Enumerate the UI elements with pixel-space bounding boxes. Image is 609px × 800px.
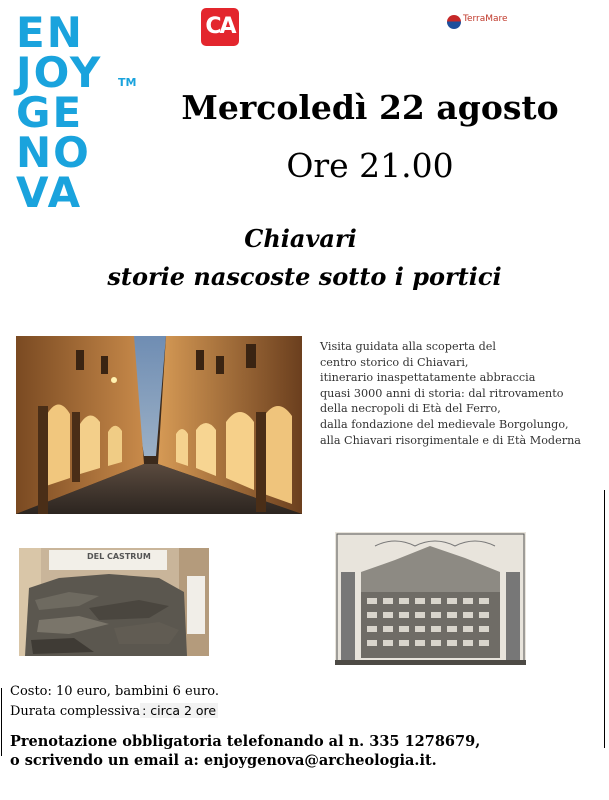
- description-line: centro storico di Chiavari,: [320, 355, 469, 369]
- logo-line-5: VA: [16, 168, 83, 217]
- border-line: [604, 490, 605, 748]
- terramare-logo: [447, 12, 522, 38]
- event-time: Ore 21.00: [286, 146, 454, 185]
- logo-line-1: EN: [16, 8, 84, 57]
- event-title-line-1: [0, 224, 609, 253]
- description-line: quasi 3000 anni di storia: dal ritrovamento: [320, 386, 564, 400]
- logo-line-3: GE: [16, 88, 84, 137]
- booking-phone: Prenotazione obbligatoria telefonando al n. 335 1278679,: [10, 733, 481, 750]
- logo-line-4: NO: [16, 128, 91, 177]
- description-line: itinerario inaspettatamente abbraccia: [320, 371, 536, 385]
- description-line: alla Chiavari risorgimentale e di Età Moderna: [320, 433, 581, 447]
- terramare-emblem-icon: [447, 15, 461, 29]
- historic-engraving: [335, 532, 526, 665]
- trademark-mark: TM: [118, 76, 137, 89]
- logo-line-2: JOY: [16, 48, 103, 97]
- plaque-text: DEL CASTRUM: [87, 552, 151, 561]
- description-line: Visita guidata alla scoperta del: [320, 340, 497, 353]
- terramare-name: TerraMare: [463, 14, 508, 24]
- event-date: Mercoledì 22 agosto: [181, 88, 559, 127]
- description-line: della necropoli di Età del Ferro,: [320, 402, 501, 416]
- event-title-line-2: storie nascoste sotto i portici: [107, 262, 502, 291]
- border-line: [1, 688, 2, 756]
- porticoes-photo: [16, 336, 302, 514]
- cost-info: Costo: 10 euro, bambini 6 euro.: [10, 684, 220, 699]
- tour-description: [320, 339, 605, 448]
- booking-email: o scrivendo un email a: enjoygenova@archeologia.it.: [10, 752, 437, 769]
- duration-label: Durata complessiva: [10, 704, 141, 719]
- duration-info: [10, 703, 218, 719]
- castrum-wall-photo: [19, 548, 209, 656]
- event-title-city: Chiavari: [244, 224, 357, 253]
- ca-logo: CA: [201, 8, 239, 46]
- description-line: dalla fondazione del medievale Borgolungo,: [320, 417, 569, 431]
- duration-value: : circa 2 ore: [142, 703, 217, 718]
